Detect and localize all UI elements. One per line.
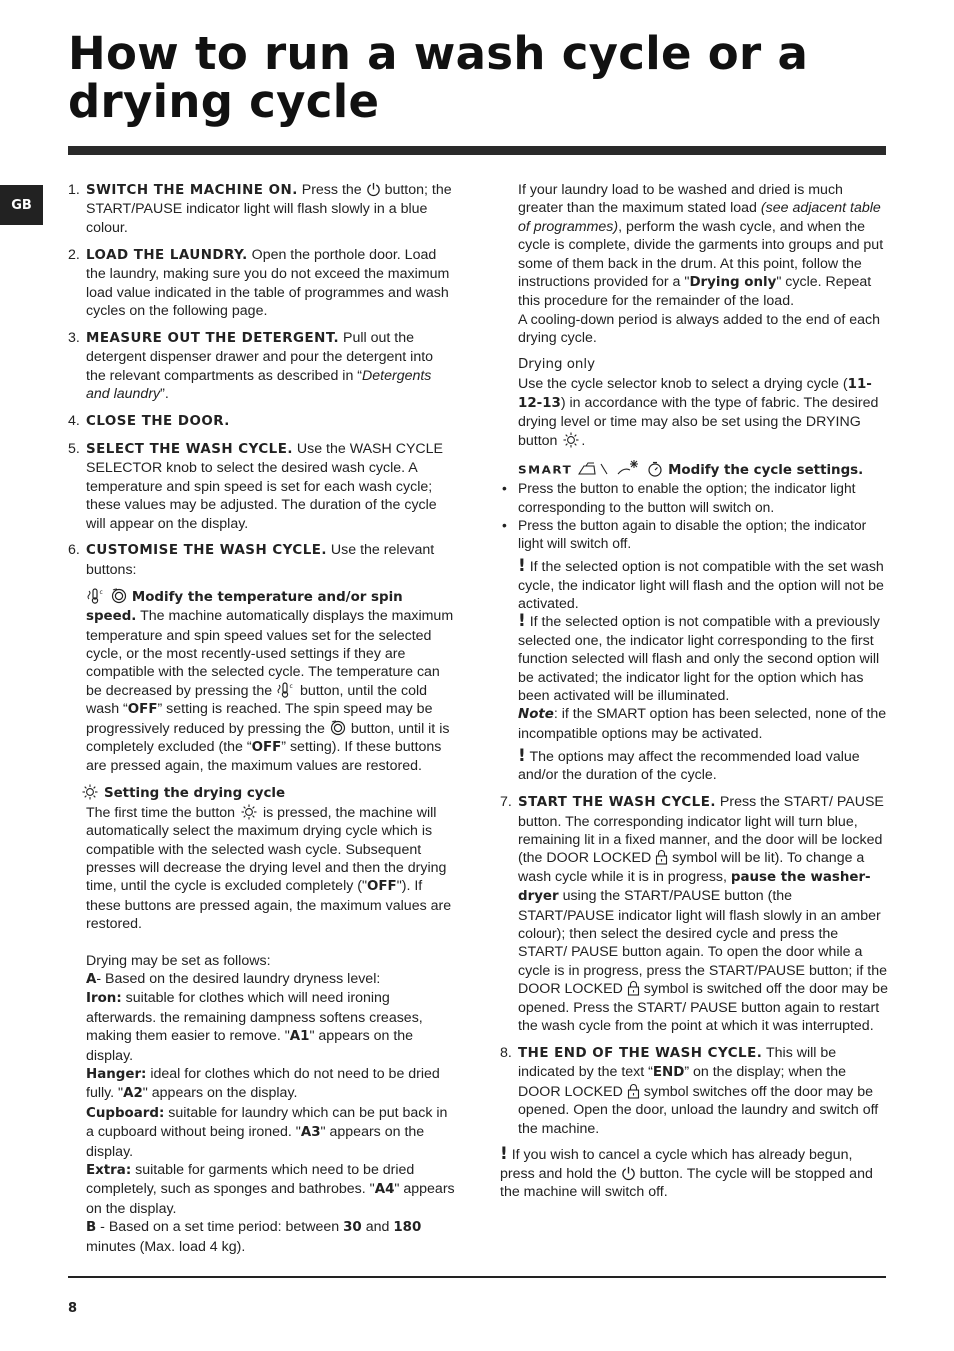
paragraph: button, until the cold wash “ bbox=[86, 682, 428, 718]
step-text: using the START/PAUSE button (the START/PAUSE indicator light will flash slowly in an amber colour); then select the desired cycle and press the START/ PAUSE button again. To open the door while a cycle is in progress, press the START/PAUSE button; if the DOOR LOCKED bbox=[518, 888, 888, 998]
step-label: MEASURE OUT THE DETERGENT. bbox=[86, 330, 340, 346]
step-label: START THE WASH CYCLE. bbox=[518, 795, 716, 811]
step-text: Press the bbox=[301, 182, 362, 198]
step-text: symbol is switched off the door may be opened. Press the START/ PAUSE button again to restart the wash cycle from the point at which it was interrupted. bbox=[518, 981, 888, 1034]
off-setting: OFF bbox=[251, 739, 282, 755]
left-column bbox=[68, 181, 456, 1256]
step-text: button; the START/PAUSE indicator light will flash slowly in a blue colour. bbox=[86, 182, 452, 236]
warning-icon: ! bbox=[518, 611, 526, 632]
svg-text:c: c bbox=[99, 588, 103, 596]
spin-icon bbox=[110, 588, 128, 604]
option-text: ideal for clothes which do not need to be dried fully. " bbox=[86, 1065, 440, 1102]
language-code: GB bbox=[11, 197, 32, 213]
option-text: - Based on a set time period: between bbox=[100, 1219, 340, 1236]
language-tab bbox=[0, 185, 43, 225]
warning-text: button. The cycle will be stopped and the machine will switch off. bbox=[500, 1165, 873, 1201]
warning-text: If the selected option is not compatible with a previously selected one, the indicator light corresponding to the first function selected will flash and only the second option will be activated; the indicator light for the option which has been activated will be illuminated. bbox=[518, 614, 880, 705]
step-number: 8. bbox=[500, 1044, 512, 1061]
step-number: 7. bbox=[500, 794, 512, 811]
paragraph: button, until it is completely excluded (the “ bbox=[86, 720, 450, 755]
lock-icon bbox=[655, 849, 668, 865]
warning-text: The options may affect the recommended load value and/or the duration of the cycle. bbox=[518, 748, 860, 784]
drying-paragraph bbox=[68, 804, 456, 934]
off-setting: OFF bbox=[367, 879, 397, 895]
step-label: CUSTOMISE THE WASH CYCLE. bbox=[86, 543, 327, 559]
option-label: B bbox=[86, 1220, 97, 1236]
drying-section bbox=[68, 784, 456, 803]
step-6 bbox=[68, 541, 456, 579]
option-hanger bbox=[86, 1065, 456, 1104]
note-label: Note bbox=[518, 707, 554, 723]
paragraph: ” setting is reached. The spin speed may be progressively reduced by pressing the bbox=[86, 701, 433, 737]
option-text: - Based on the desired laundry dryness level: bbox=[96, 970, 381, 987]
paragraph: ” setting). If these buttons are pressed again, the maximum values are restored. bbox=[86, 738, 442, 775]
emphasis: pause the washer-dryer bbox=[518, 869, 871, 905]
step-label: CLOSE THE DOOR. bbox=[86, 413, 230, 429]
step-8 bbox=[500, 1044, 888, 1138]
reference-link: Detergents and laundry bbox=[86, 367, 432, 403]
drying-intro: Drying may be set as follows: bbox=[86, 952, 271, 969]
warning-3 bbox=[500, 745, 888, 785]
section-heading: Setting the drying cycle bbox=[103, 786, 286, 802]
off-setting: OFF bbox=[127, 702, 158, 718]
section-heading: Drying only bbox=[518, 357, 596, 373]
option-label: A bbox=[86, 971, 97, 987]
step-label: SELECT THE WASH CYCLE. bbox=[86, 441, 293, 457]
option-label: Extra: bbox=[86, 1163, 132, 1178]
options-heading-row bbox=[500, 459, 888, 480]
paragraph: " cycle. Repeat this procedure for the remainder of the load. bbox=[518, 274, 872, 310]
note-text: : if the SMART option has been selected, none of the incompatible options may be activated. bbox=[518, 706, 887, 742]
drying-only-section bbox=[500, 356, 888, 450]
title-rule bbox=[68, 146, 886, 155]
step-text: Use the relevant buttons: bbox=[86, 542, 435, 578]
option-text: suitable for laundry which can be put back in a cupboard without being ironed. " bbox=[86, 1104, 448, 1141]
option-extra bbox=[86, 1161, 456, 1218]
bullet-text: Press the button to enable the option; the indicator light corresponding to the button will switch on. bbox=[518, 481, 856, 515]
note bbox=[500, 705, 888, 743]
power-icon bbox=[621, 1166, 636, 1181]
bullet-item bbox=[500, 517, 888, 554]
spin-icon bbox=[329, 720, 347, 736]
drying-options bbox=[68, 952, 456, 1257]
sun-icon bbox=[239, 804, 259, 820]
option-code: A1 bbox=[289, 1029, 310, 1045]
option-text: " appears on the display. bbox=[142, 1085, 298, 1102]
bullet-text: Press the button again to disable the option; the indicator light will switch off. bbox=[518, 517, 867, 552]
option-code: A4 bbox=[374, 1182, 395, 1198]
warning-2 bbox=[500, 613, 888, 705]
step-number: 1. bbox=[68, 182, 80, 198]
step-text: Press the START/ PAUSE button. The corresponding indicator light will turn blue, remaining lit in a fixed manner, and the door will be locked (the DOOR LOCKED bbox=[518, 794, 884, 867]
step-number: 2. bbox=[68, 246, 80, 263]
cycle-numbers: 11-12-13 bbox=[518, 376, 872, 411]
option-iron bbox=[86, 989, 456, 1065]
step-label: THE END OF THE WASH CYCLE. bbox=[518, 1045, 763, 1061]
bullet-item bbox=[500, 480, 888, 517]
option-label: Hanger: bbox=[86, 1066, 147, 1082]
warning-1 bbox=[500, 558, 888, 613]
paragraph: ) in accordance with the type of fabric. The desired drying level or time may also be set using the DRYING button bbox=[518, 394, 879, 449]
step-text: ”. bbox=[160, 386, 169, 403]
section-heading: Modify the cycle settings. bbox=[668, 462, 864, 478]
temperature-icon bbox=[86, 588, 106, 604]
step-3 bbox=[68, 329, 456, 404]
drying-only-term: Drying only bbox=[689, 275, 777, 291]
step-2 bbox=[68, 246, 456, 321]
step-text: Open the porthole door. Load the laundry, making sure you do not exceed the maximum load value indicated in the table of programmes and wash cycles on the following page. bbox=[86, 246, 450, 319]
sun-icon bbox=[561, 432, 581, 448]
warning-icon: ! bbox=[518, 745, 526, 766]
warning-text: If you wish to cancel a cycle which has already begun, press and hold the bbox=[500, 1147, 853, 1182]
bullet-dot: • bbox=[502, 481, 507, 497]
page-number: 8 bbox=[68, 1301, 78, 1316]
step-number: 6. bbox=[68, 542, 80, 559]
minutes-max: 180 bbox=[393, 1220, 422, 1236]
timer-icon bbox=[646, 461, 664, 477]
step-5 bbox=[68, 440, 456, 533]
option-label: Iron: bbox=[86, 991, 122, 1007]
temperature-icon bbox=[276, 682, 296, 698]
step-1 bbox=[68, 181, 456, 237]
warning-icon: ! bbox=[500, 1144, 508, 1165]
step-label: SWITCH THE MACHINE ON. bbox=[86, 183, 298, 198]
step-number: 4. bbox=[68, 412, 80, 429]
paragraph: The first time the button bbox=[86, 804, 236, 821]
option-text: " appears on the display. bbox=[86, 1028, 414, 1064]
step-text: ” on the display; when the DOOR LOCKED bbox=[518, 1064, 847, 1100]
power-icon bbox=[366, 182, 381, 197]
step-text: Use the WASH CYCLE SELECTOR knob to select the desired wash cycle. A temperature and spin speed is set for each wash cycle; these values may be adjusted. The duration of the cycle will appear on the display. bbox=[86, 440, 444, 532]
option-a bbox=[86, 970, 456, 989]
option-text: minutes (Max. load 4 kg). bbox=[86, 1238, 246, 1255]
sun-icon bbox=[80, 784, 100, 800]
option-code: A2 bbox=[123, 1086, 143, 1102]
overload-paragraph bbox=[500, 181, 888, 348]
paragraph: "). If these buttons are pressed again, the maximum values are restored. bbox=[86, 878, 452, 933]
step-label: LOAD THE LAUNDRY. bbox=[86, 247, 248, 263]
cooling-paragraph: A cooling-down period is always added to the end of each drying cycle. bbox=[518, 311, 881, 347]
option-text: " appears on the display. bbox=[86, 1181, 455, 1217]
option-text: and bbox=[365, 1219, 390, 1236]
page-title: How to run a wash cycle or a drying cycle bbox=[68, 27, 809, 128]
reference-text: (see adjacent table of programmes) bbox=[518, 200, 881, 235]
step-text: symbol switches off the door may be opened. Open the door, unload the laundry and switch off the machine. bbox=[518, 1083, 879, 1137]
paragraph: . bbox=[581, 432, 586, 449]
iron-icon bbox=[576, 461, 612, 477]
paragraph: Use the cycle selector knob to select a drying cycle ( bbox=[518, 375, 848, 392]
warning-text: If the selected option is not compatible with the set wash cycle, the indicator light will flash and the option will not be activated. bbox=[518, 559, 884, 613]
step-number: 3. bbox=[68, 329, 80, 346]
option-text: suitable for garments which need to be dried completely, such as sponges and bathrobes. " bbox=[86, 1162, 415, 1198]
option-text: " appears on the display. bbox=[86, 1124, 425, 1160]
lock-icon bbox=[627, 1083, 640, 1099]
section-heading: Modify the temperature and/or spin speed. bbox=[86, 589, 403, 625]
step-number: 5. bbox=[68, 440, 80, 457]
step-text: This will be indicated by the text “ bbox=[518, 1044, 837, 1081]
snowflake-icon bbox=[616, 459, 642, 477]
option-label: Cupboard: bbox=[86, 1105, 165, 1121]
paragraph: , perform the wash cycle, and when the cycle is complete, divide the garments into groups and put some of them back in the drum. At this point, follow the instructions provided for a " bbox=[518, 218, 884, 291]
lock-icon bbox=[627, 980, 640, 996]
paragraph: If your laundry load to be washed and dried is much greater than the maximum stated load bbox=[518, 182, 843, 217]
bottom-rule bbox=[68, 1276, 886, 1278]
right-column bbox=[500, 181, 888, 1202]
cancel-warning bbox=[500, 1146, 888, 1201]
option-code: A3 bbox=[300, 1125, 321, 1141]
paragraph: is pressed, the machine will automatically select the maximum drying cycle which is compatible with the selected wash cycle. Subsequent presses will decrease the drying level and then the drying time, until the cycle is excluded completely (" bbox=[86, 804, 447, 895]
option-text: suitable for clothes which will need ironing afterwards. the remaining dampness softens creases, making them easier to remove. " bbox=[86, 990, 423, 1045]
option-cupboard bbox=[86, 1104, 456, 1161]
smart-icon: SMART bbox=[518, 463, 573, 476]
bullet-dot: • bbox=[502, 517, 507, 533]
minutes-min: 30 bbox=[343, 1220, 362, 1236]
paragraph: The machine automatically displays the maximum temperature and spin speed values set for the selected cycle, or the most recently-used settings if they are compatible with the selected cycle. The temperature can be decreased by pressing the bbox=[86, 608, 454, 699]
temperature-spin-section bbox=[68, 588, 456, 776]
svg-text:c: c bbox=[289, 682, 293, 690]
step-7 bbox=[500, 793, 888, 1035]
end-text: END bbox=[652, 1065, 685, 1081]
warning-icon: ! bbox=[518, 556, 526, 577]
step-text: Pull out the detergent dispenser drawer and pour the detergent into the relevant compartments as described in “ bbox=[86, 329, 434, 384]
step-text: symbol will be lit). To change a wash cycle while it is in progress, bbox=[518, 850, 865, 885]
step-4 bbox=[68, 412, 456, 431]
option-b bbox=[86, 1218, 456, 1256]
